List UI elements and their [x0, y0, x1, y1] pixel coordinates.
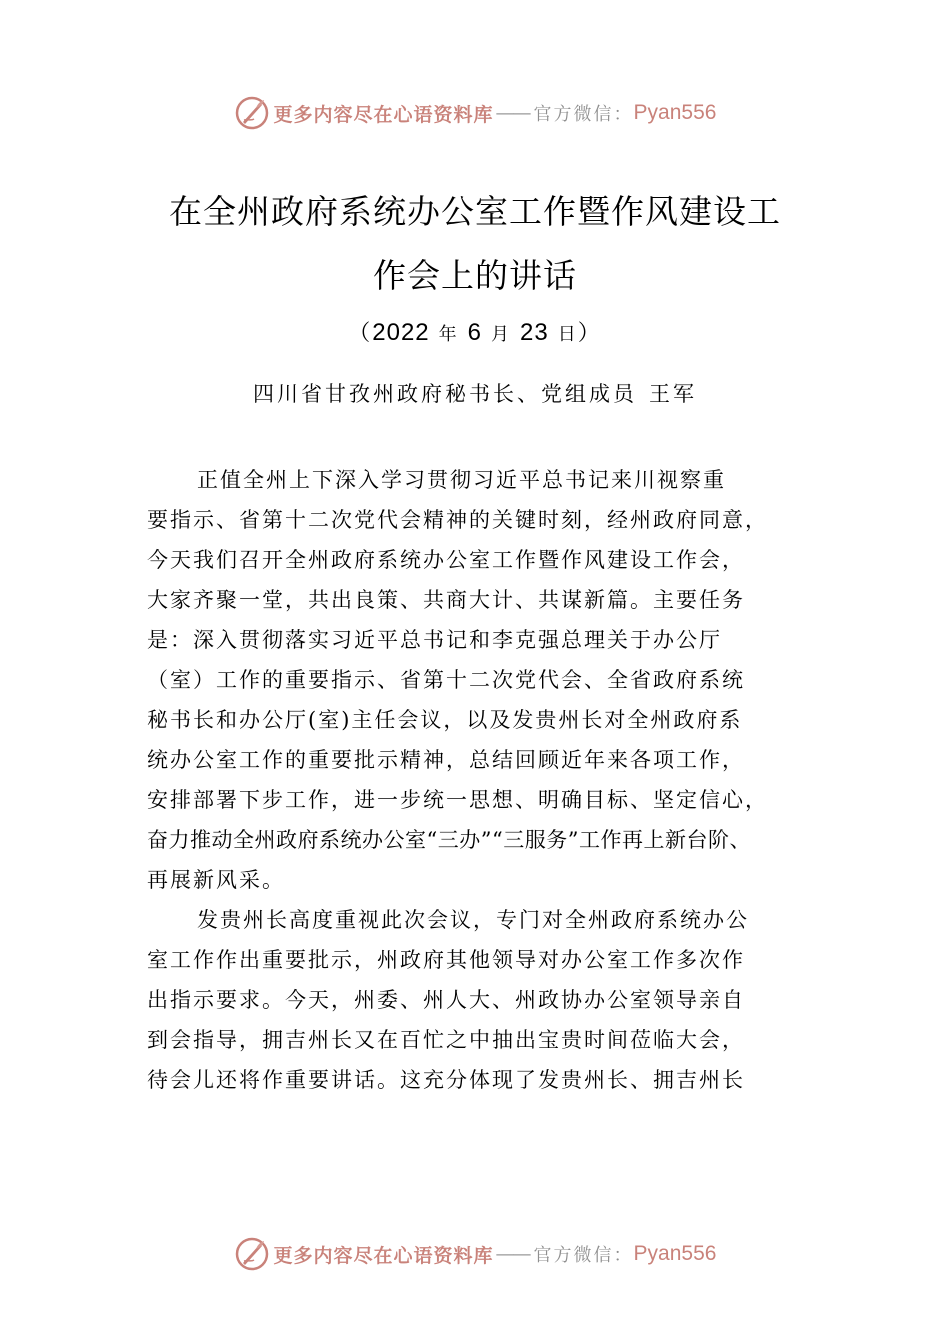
watermark-wechat-id: Pyan556: [633, 1242, 717, 1265]
body-line: 统办公室工作的重要批示精神，总结回顾近年来各项工作，: [147, 748, 745, 772]
watermark-text: 更多内容尽在心语资料库: [273, 1244, 494, 1267]
quill-seal-icon: [234, 95, 270, 131]
body-line: 到会指导，拥吉州长又在百忙之中抽出宝贵时间莅临大会，: [147, 1028, 745, 1052]
body-line: 今天我们召开全州政府系统办公室工作暨作风建设工作会，: [147, 548, 745, 572]
body-line: 奋力推动全州政府系统办公室“三办”“三服务”工作再上新台阶、: [147, 828, 751, 852]
watermark-wechat-label: 官方微信：: [533, 1245, 634, 1266]
date-month: 6: [467, 319, 483, 346]
watermark-wechat-id: Pyan556: [633, 101, 717, 124]
body-line: 室工作作出重要批示，州政府其他领导对办公室工作多次作: [147, 948, 745, 972]
watermark-wechat-label: 官方微信：: [533, 104, 634, 125]
watermark-dash: ——: [495, 102, 530, 124]
quill-seal-icon: [234, 1236, 270, 1272]
body-line: 是：深入贯彻落实习近平总书记和李克强总理关于办公厅: [147, 628, 722, 652]
body-line: 大家齐聚一堂，共出良策、共商大计、共谋新篇。主要任务: [147, 588, 745, 612]
date-year-unit: 年: [438, 324, 459, 345]
watermark-text: 更多内容尽在心语资料库: [273, 103, 494, 126]
watermark-banner-top: [0, 91, 950, 135]
body-line: 再展新风采。: [147, 868, 285, 892]
document-title-line-2: 作会上的讲话: [373, 256, 577, 295]
author-position: 四川省甘孜州政府秘书长、党组成员: [253, 382, 637, 406]
date-open-paren: （: [348, 321, 373, 346]
body-line: 秘书长和办公厅(室)主任会议，以及发贵州长对全州政府系: [147, 708, 743, 732]
body-line: 安排部署下步工作，进一步统一思想、明确目标、坚定信心，: [147, 788, 768, 812]
date-month-unit: 月: [491, 324, 512, 345]
author-name: 王军: [649, 382, 697, 406]
body-line: 待会儿还将作重要讲话。这充分体现了发贵州长、拥吉州长: [147, 1068, 745, 1092]
document-title-line-1: 在全州政府系统办公室工作暨作风建设工: [169, 192, 781, 231]
date-year: 2022: [372, 319, 430, 346]
body-line: 要指示、省第十二次党代会精神的关键时刻，经州政府同意，: [147, 508, 768, 532]
watermark-banner-bottom: [0, 1232, 950, 1276]
date-close-paren: ）: [577, 321, 602, 346]
document-date: [0, 316, 950, 347]
body-line: 发贵州长高度重视此次会议，专门对全州政府系统办公: [197, 908, 749, 932]
watermark-dash: ——: [495, 1243, 530, 1265]
body-line: （室）工作的重要指示、省第十二次党代会、全省政府系统: [147, 668, 745, 692]
body-line: 出指示要求。今天，州委、州人大、州政协办公室领导亲自: [147, 988, 745, 1012]
document-body: [147, 460, 827, 1100]
date-day-unit: 日: [557, 324, 578, 345]
body-line: 正值全州上下深入学习贯彻习近平总书记来川视察重: [197, 468, 726, 492]
document-author: [0, 378, 950, 408]
date-day: 23: [520, 319, 549, 346]
